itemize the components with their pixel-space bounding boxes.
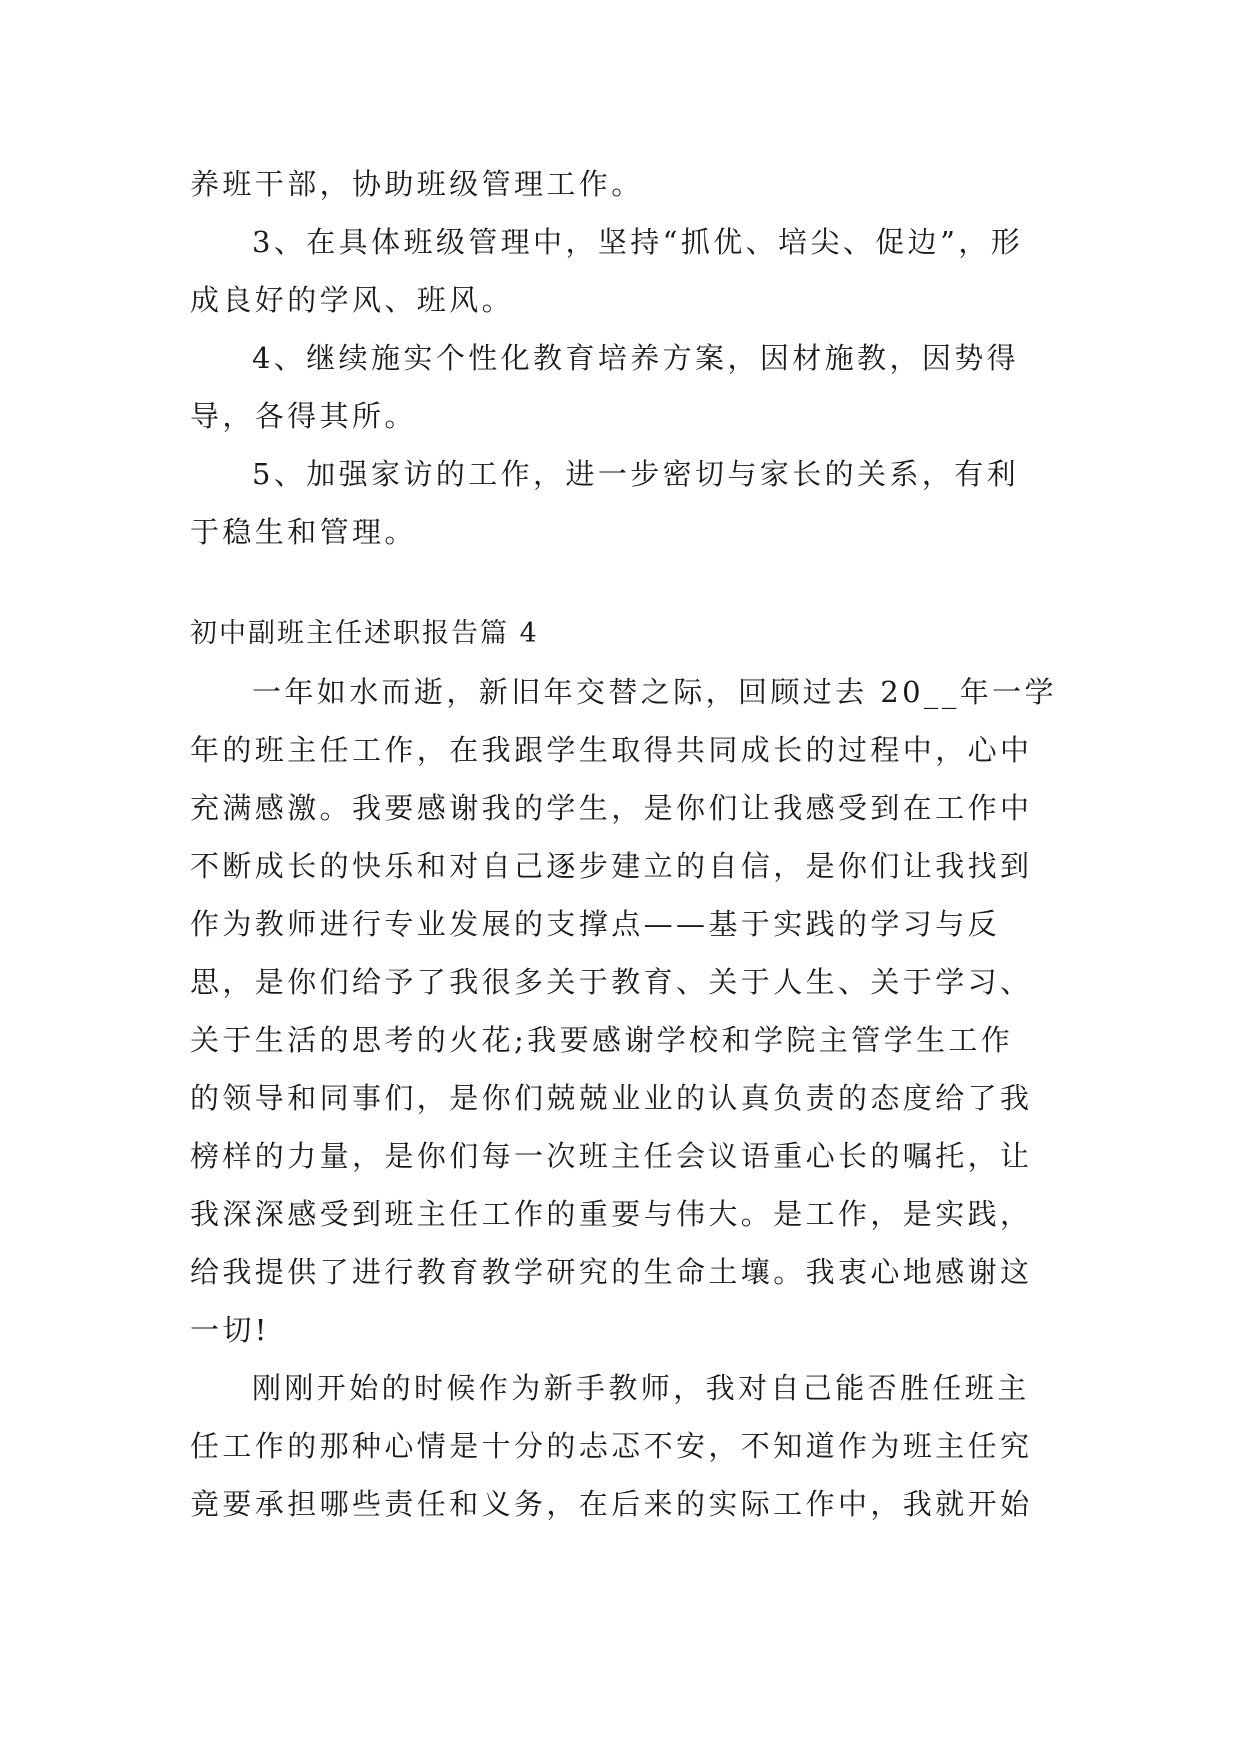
list-item-4-line: 4、继续施实个性化教育培养方案，因材施教，因势得 [252, 341, 1020, 375]
text-line: 养班干部，协助班级管理工作。 [190, 167, 644, 201]
text-line: 我深深感受到班主任工作的重要与伟大。是工作，是实践， [190, 1197, 1033, 1231]
list-item-5-line: 5、加强家访的工作，进一步密切与家长的关系，有利 [252, 457, 1020, 491]
section-title: 初中副班主任述职报告篇 4 [190, 618, 539, 649]
text-line: 关于生活的思考的火花;我要感谢学校和学院主管学生工作 [190, 1023, 1014, 1057]
text-line: 一切! [190, 1313, 270, 1347]
text-line: 不断成长的快乐和对自己逐步建立的自信，是你们让我找到 [190, 849, 1033, 883]
text-line: 充满感激。我要感谢我的学生，是你们让我感受到在工作中 [190, 791, 1033, 825]
text-line: 竟要承担哪些责任和义务，在后来的实际工作中，我就开始 [190, 1487, 1033, 1521]
list-item-3-line: 3、在具体班级管理中，坚持“抓优、培尖、促边”，形 [252, 225, 1024, 259]
section-spacer [190, 561, 1052, 605]
text-line: 于稳生和管理。 [190, 515, 417, 549]
text-line: 作为教师进行专业发展的支撑点——基于实践的学习与反 [190, 907, 1001, 941]
text-line: 榜样的力量，是你们每一次班主任会议语重心长的嘱托，让 [190, 1139, 1033, 1173]
document-body [190, 155, 1057, 1533]
text-line: 导，各得其所。 [190, 399, 417, 433]
text-line: 年的班主任工作，在我跟学生取得共同成长的过程中，心中 [190, 733, 1033, 767]
text-line: 思，是你们给予了我很多关于教育、关于人生、关于学习、 [190, 965, 1033, 999]
paragraph-first-line: 一年如水而逝，新旧年交替之际，回顾过去 20__年一学 [252, 675, 1057, 709]
paragraph-first-line: 刚刚开始的时候作为新手教师，我对自己能否胜任班主 [252, 1371, 1030, 1405]
text-line: 成良好的学风、班风。 [190, 283, 515, 317]
text-line: 任工作的那种心情是十分的忐忑不安，不知道作为班主任究 [190, 1429, 1033, 1463]
text-line: 的领导和同事们，是你们兢兢业业的认真负责的态度给了我 [190, 1081, 1033, 1115]
text-line: 给我提供了进行教育教学研究的生命土壤。我衷心地感谢这 [190, 1255, 1033, 1289]
